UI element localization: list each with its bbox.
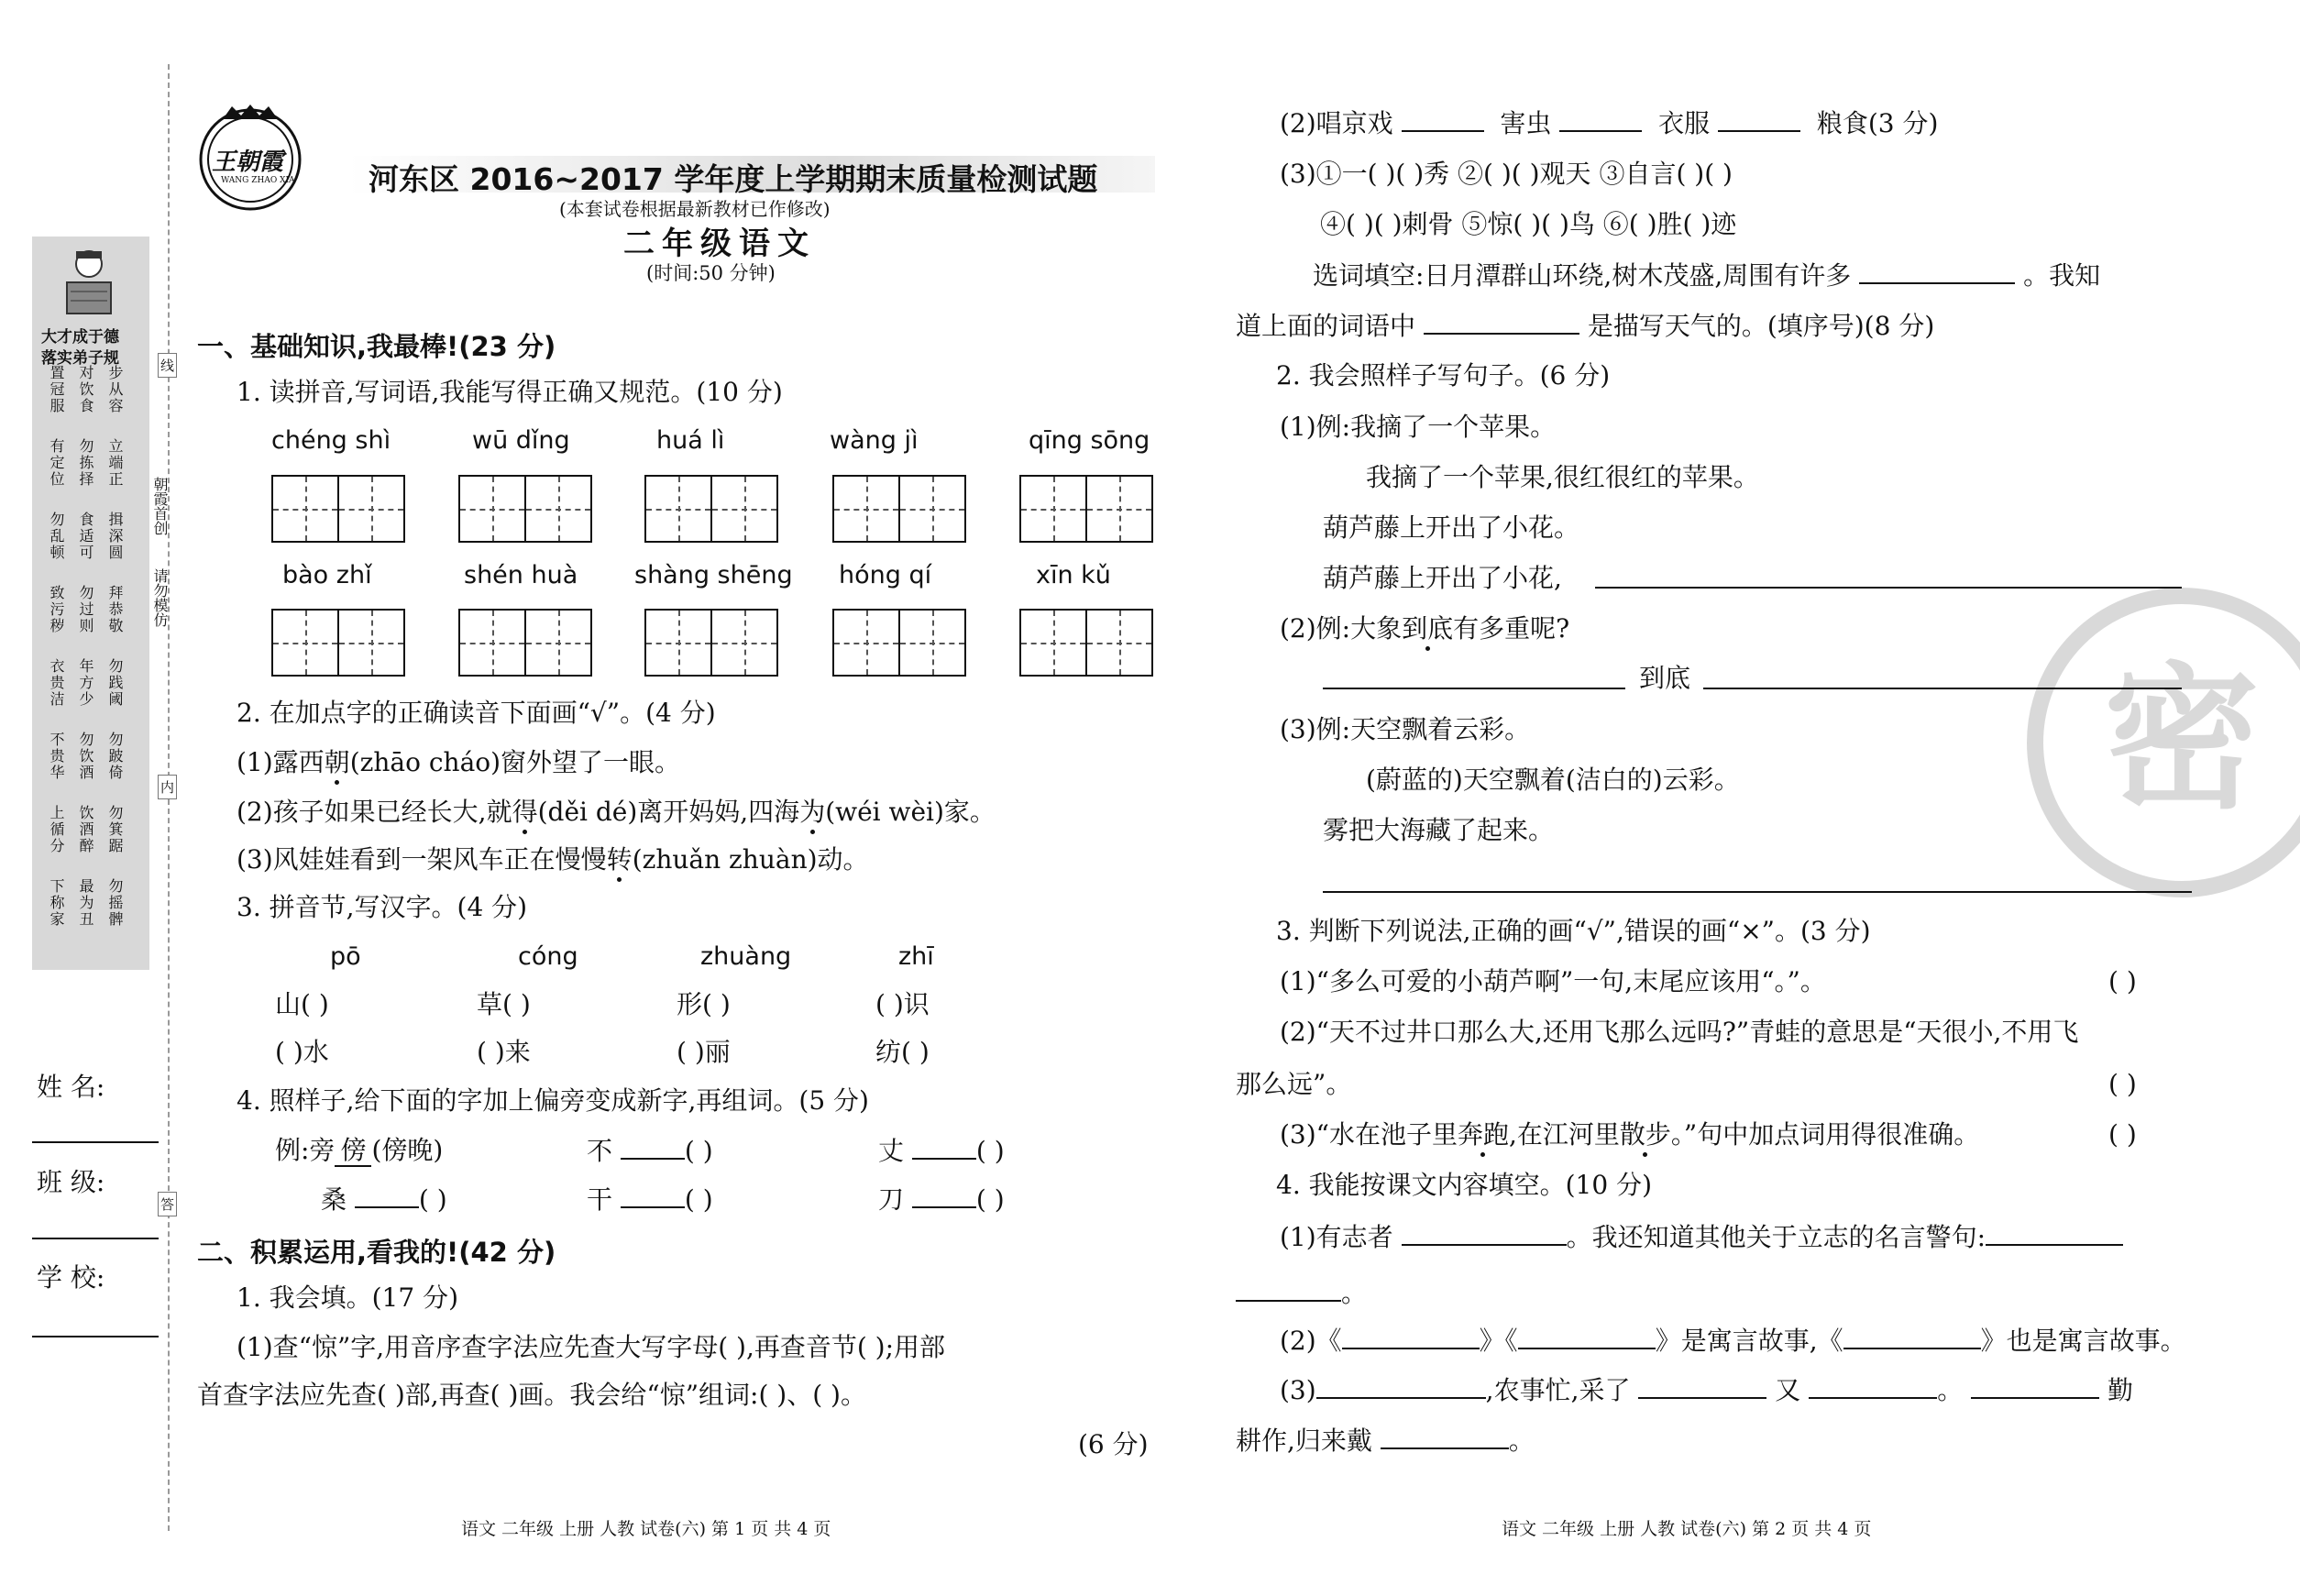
- rule-phrase: 立端正: [106, 438, 124, 488]
- rule-phrase: 勿箕踞: [106, 805, 124, 854]
- q8-item-1b[interactable]: 。: [1236, 1276, 1367, 1310]
- writing-box[interactable]: [1019, 609, 1153, 677]
- page-1-footer: 语文 二年级 上册 人教 试卷(六) 第 1 页 共 4 页: [461, 1519, 831, 1539]
- q2-item-2: (2)孩子如果已经长大,就得(děi dé)离开妈妈,四海为(wéi wèi)家。: [237, 797, 996, 827]
- pinyin-1-2: wū dǐng: [472, 426, 570, 455]
- rule-phrase: 下称家: [48, 878, 65, 928]
- q3-pinyin-2: cóng: [518, 942, 578, 971]
- q3-text: 3. 拼音节,写汉字。(4 分): [237, 892, 528, 922]
- q4-item-sang[interactable]: 桑 ( ): [321, 1184, 447, 1215]
- q5-text: 1. 我会填。(17 分): [237, 1282, 458, 1313]
- writing-box[interactable]: [832, 475, 966, 543]
- rule-phrase: 对饮食: [77, 365, 94, 414]
- q6-answer-3-line[interactable]: [1323, 891, 2192, 893]
- q8-item-2: (2)《 》《 》是寓言故事,《 》也是寓言故事。: [1280, 1326, 2186, 1356]
- q6-answer-1[interactable]: 葫芦藤上开出了小花,: [1323, 563, 1562, 593]
- rule-phrase: 衣贵洁: [48, 658, 65, 708]
- q4-item-gan[interactable]: 干 ( ): [587, 1184, 713, 1215]
- rule-phrase: 揖深圆: [106, 512, 124, 561]
- section-2-heading: 二、积累运用,看我的!(42 分): [197, 1237, 556, 1268]
- pinyin-1-4: wàng jì: [830, 426, 919, 455]
- q1-text: 1. 读拼音,写词语,我能写得正确又规范。(10 分): [237, 377, 783, 407]
- p2-row-3: ④( )( )刺骨 ⑤惊( )( )鸟 ⑥( )胜( )迹: [1320, 209, 1737, 239]
- logo: [195, 103, 305, 213]
- logo-text: 王朝霞: [212, 149, 284, 176]
- q4-item-dao[interactable]: 刀 ( ): [878, 1184, 1005, 1215]
- exam-title: 河东区 2016~2017 学年度上学期期末质量检测试题: [369, 161, 1098, 197]
- seal-mark-da: 答: [158, 1192, 177, 1216]
- q3-blank[interactable]: ( )识: [875, 989, 930, 1019]
- q4-item-zhang[interactable]: 丈 ( ): [878, 1136, 1005, 1166]
- rule-phrase: 食适可: [77, 512, 94, 561]
- q4-example: 例:旁 傍 (傍晚): [275, 1135, 444, 1165]
- q6-text: 2. 我会照样子写句子。(6 分): [1276, 360, 1611, 391]
- q6-example-3: (3)例:天空飘着云彩。: [1280, 714, 1531, 744]
- q4-text: 4. 照样子,给下面的字加上偏旁变成新字,再组词。(5 分): [237, 1085, 869, 1116]
- class-label: 班 级:: [37, 1167, 105, 1197]
- rule-phrase: 勿拣择: [77, 438, 94, 488]
- pinyin-2-3: shàng shēng: [634, 561, 793, 589]
- p2-row-4: 选词填空:日月潭群山环绕,树木茂盛,周围有许多 。我知: [1313, 260, 2101, 291]
- q8-item-1: (1)有志者 。我还知道其他关于立志的名言警句:: [1280, 1220, 2123, 1254]
- pinyin-2-4: hóng qí: [839, 561, 932, 589]
- q3-blank[interactable]: 形( ): [677, 989, 731, 1019]
- name-label: 姓 名:: [37, 1072, 105, 1102]
- q7-bracket-2[interactable]: ( ): [2108, 1069, 2137, 1099]
- writing-box[interactable]: [271, 609, 405, 677]
- svg-text:密: 密: [2103, 649, 2261, 831]
- rule-phrase: 致污秽: [48, 585, 65, 634]
- rule-phrase: 置冠服: [48, 365, 65, 414]
- class-field[interactable]: [32, 1238, 159, 1239]
- rule-phrase: 上循分: [48, 805, 65, 854]
- q6-answer-2-word: 到底: [1639, 663, 1691, 693]
- exam-time: (时间:50 分钟): [646, 262, 776, 284]
- page-2-footer: 语文 二年级 上册 人教 试卷(六) 第 2 页 共 4 页: [1502, 1519, 1872, 1539]
- rule-phrase: 勿摇髀: [106, 878, 124, 928]
- exam-subject: 二年级语文: [623, 226, 816, 262]
- exam-note: (本套试卷根据最新教材已作修改): [559, 198, 831, 220]
- q7-bracket-3[interactable]: ( ): [2108, 1119, 2137, 1150]
- watermark-seal: [2026, 587, 2300, 898]
- rule-phrase: 步从容: [106, 365, 124, 414]
- q6-example-3b: (蔚蓝的)天空飘着(洁白的)云彩。: [1366, 765, 1740, 795]
- q5-line-2: 首查字法应先查( )部,再查( )画。我会给“惊”组词:( )、( )。: [197, 1380, 866, 1410]
- q3-blank[interactable]: 山( ): [275, 989, 329, 1019]
- vertical-note-2: 请勿模仿: [151, 568, 169, 627]
- q6-prompt-3: 雾把大海藏了起来。: [1323, 815, 1555, 845]
- rule-phrase: 不贵华: [48, 732, 65, 781]
- q8-item-3: (3) ,农事忙,采了 又 。 勤: [1280, 1375, 2134, 1405]
- writing-box[interactable]: [832, 609, 966, 677]
- motto-1: 大才成于德: [41, 328, 119, 347]
- q6-example-1: (1)例:我摘了一个苹果。: [1280, 412, 1557, 442]
- rule-phrase: 勿乱顿: [48, 512, 65, 561]
- p2-row-2: (3)①一( )( )秀 ②( )( )观天 ③自言( )( ): [1280, 159, 1733, 189]
- seal-mark-nei: 内: [158, 775, 177, 799]
- q7-item-1: (1)“多么可爱的小葫芦啊”一句,末尾应该用“。”。: [1280, 966, 1826, 996]
- pinyin-2-1: bào zhǐ: [282, 561, 372, 589]
- school-field[interactable]: [32, 1336, 159, 1337]
- q2-item-3: (3)风娃娃看到一架风车正在慢慢转(zhuǎn zhuàn)动。: [237, 844, 869, 875]
- writing-box[interactable]: [644, 475, 778, 543]
- seal-mark-xian: 线: [158, 353, 177, 378]
- rule-phrase: 饮酒醉: [77, 805, 94, 854]
- q6-example-2: (2)例:大象到底有多重呢?: [1280, 613, 1570, 644]
- pinyin-1-3: huá lì: [656, 426, 725, 455]
- motto-2: 落实弟子规: [41, 349, 119, 368]
- rule-phrase: 勿过则: [77, 585, 94, 634]
- q3-blank[interactable]: ( )丽: [677, 1037, 731, 1067]
- p2-row-1: (2)唱京戏 害虫 衣服 粮食(3 分): [1280, 108, 1939, 138]
- q7-text: 3. 判断下列说法,正确的画“√”,错误的画“×”。(3 分): [1276, 916, 1871, 946]
- q6-answer-2-line-b[interactable]: [1703, 688, 2182, 689]
- q3-blank[interactable]: 草( ): [477, 989, 531, 1019]
- rule-phrase: 勿践阈: [106, 658, 124, 708]
- q7-item-2b: 那么远”。: [1236, 1069, 1352, 1099]
- q6-prompt-1: 葫芦藤上开出了小花。: [1323, 512, 1580, 543]
- rule-phrase: 拜恭敬: [106, 585, 124, 634]
- q3-pinyin-4: zhī: [898, 942, 934, 971]
- writing-box[interactable]: [458, 609, 592, 677]
- rule-phrase: 勿饮酒: [77, 732, 94, 781]
- q2-text: 2. 在加点字的正确读音下面画“√”。(4 分): [237, 698, 716, 728]
- rule-phrase: 勿跛倚: [106, 732, 124, 781]
- writing-box[interactable]: [1019, 475, 1153, 543]
- pinyin-2-2: shén huà: [464, 561, 578, 589]
- p2-row-5: 道上面的词语中 是描写天气的。(填序号)(8 分): [1236, 311, 1935, 341]
- q3-pinyin-1: pō: [330, 942, 361, 971]
- school-label: 学 校:: [37, 1262, 105, 1293]
- writing-box[interactable]: [644, 609, 778, 677]
- q3-pinyin-3: zhuàng: [700, 942, 792, 971]
- q2-item-1: (1)露西朝(zhāo cháo)窗外望了一眼。: [237, 747, 681, 777]
- q3-blank[interactable]: ( )水: [275, 1037, 329, 1067]
- q8-text: 4. 我能按课文内容填空。(10 分): [1276, 1170, 1652, 1200]
- q5-line-1: (1)查“惊”字,用音序查字法应先查大写字母( ),再查音节( );用部: [237, 1332, 946, 1362]
- q7-item-2a: (2)“天不过井口那么大,还用飞那么远吗?”青蛙的意思是“天很小,不用飞: [1280, 1017, 2079, 1047]
- pinyin-1-5: qīng sōng: [1029, 426, 1150, 455]
- q6-answer-2-line-a[interactable]: [1323, 688, 1625, 689]
- rule-phrase: 有定位: [48, 438, 65, 488]
- q5-score: (6 分): [1078, 1429, 1149, 1459]
- q7-item-3: (3)“水在池子里奔跑,在江河里散步。”句中加点词用得很准确。: [1280, 1119, 1980, 1150]
- writing-box[interactable]: [458, 475, 592, 543]
- q6-answer-1-line[interactable]: [1595, 587, 2182, 589]
- pinyin-1-1: chéng shì: [271, 426, 391, 455]
- q7-bracket-1[interactable]: ( ): [2108, 966, 2137, 996]
- pinyin-2-5: xīn kǔ: [1036, 561, 1111, 589]
- vertical-note-1: 朝霞首创: [151, 477, 169, 535]
- student-rules-panel: [32, 237, 149, 970]
- name-field[interactable]: [32, 1141, 159, 1143]
- q3-blank[interactable]: 纺( ): [875, 1037, 930, 1067]
- q8-item-3b: 耕作,归来戴 。: [1236, 1425, 1535, 1456]
- rule-phrase: 年方少: [77, 658, 94, 708]
- q3-blank[interactable]: ( )来: [477, 1037, 531, 1067]
- rule-phrase: 最为丑: [77, 878, 94, 928]
- q4-item-bu[interactable]: 不 ( ): [587, 1136, 713, 1166]
- section-1-heading: 一、基础知识,我最棒!(23 分): [197, 331, 556, 362]
- mascot-icon: [61, 246, 116, 319]
- logo-sub: WANG ZHAO XIA: [221, 176, 295, 185]
- writing-box[interactable]: [271, 475, 405, 543]
- q6-example-1b: 我摘了一个苹果,很红很红的苹果。: [1366, 462, 1759, 492]
